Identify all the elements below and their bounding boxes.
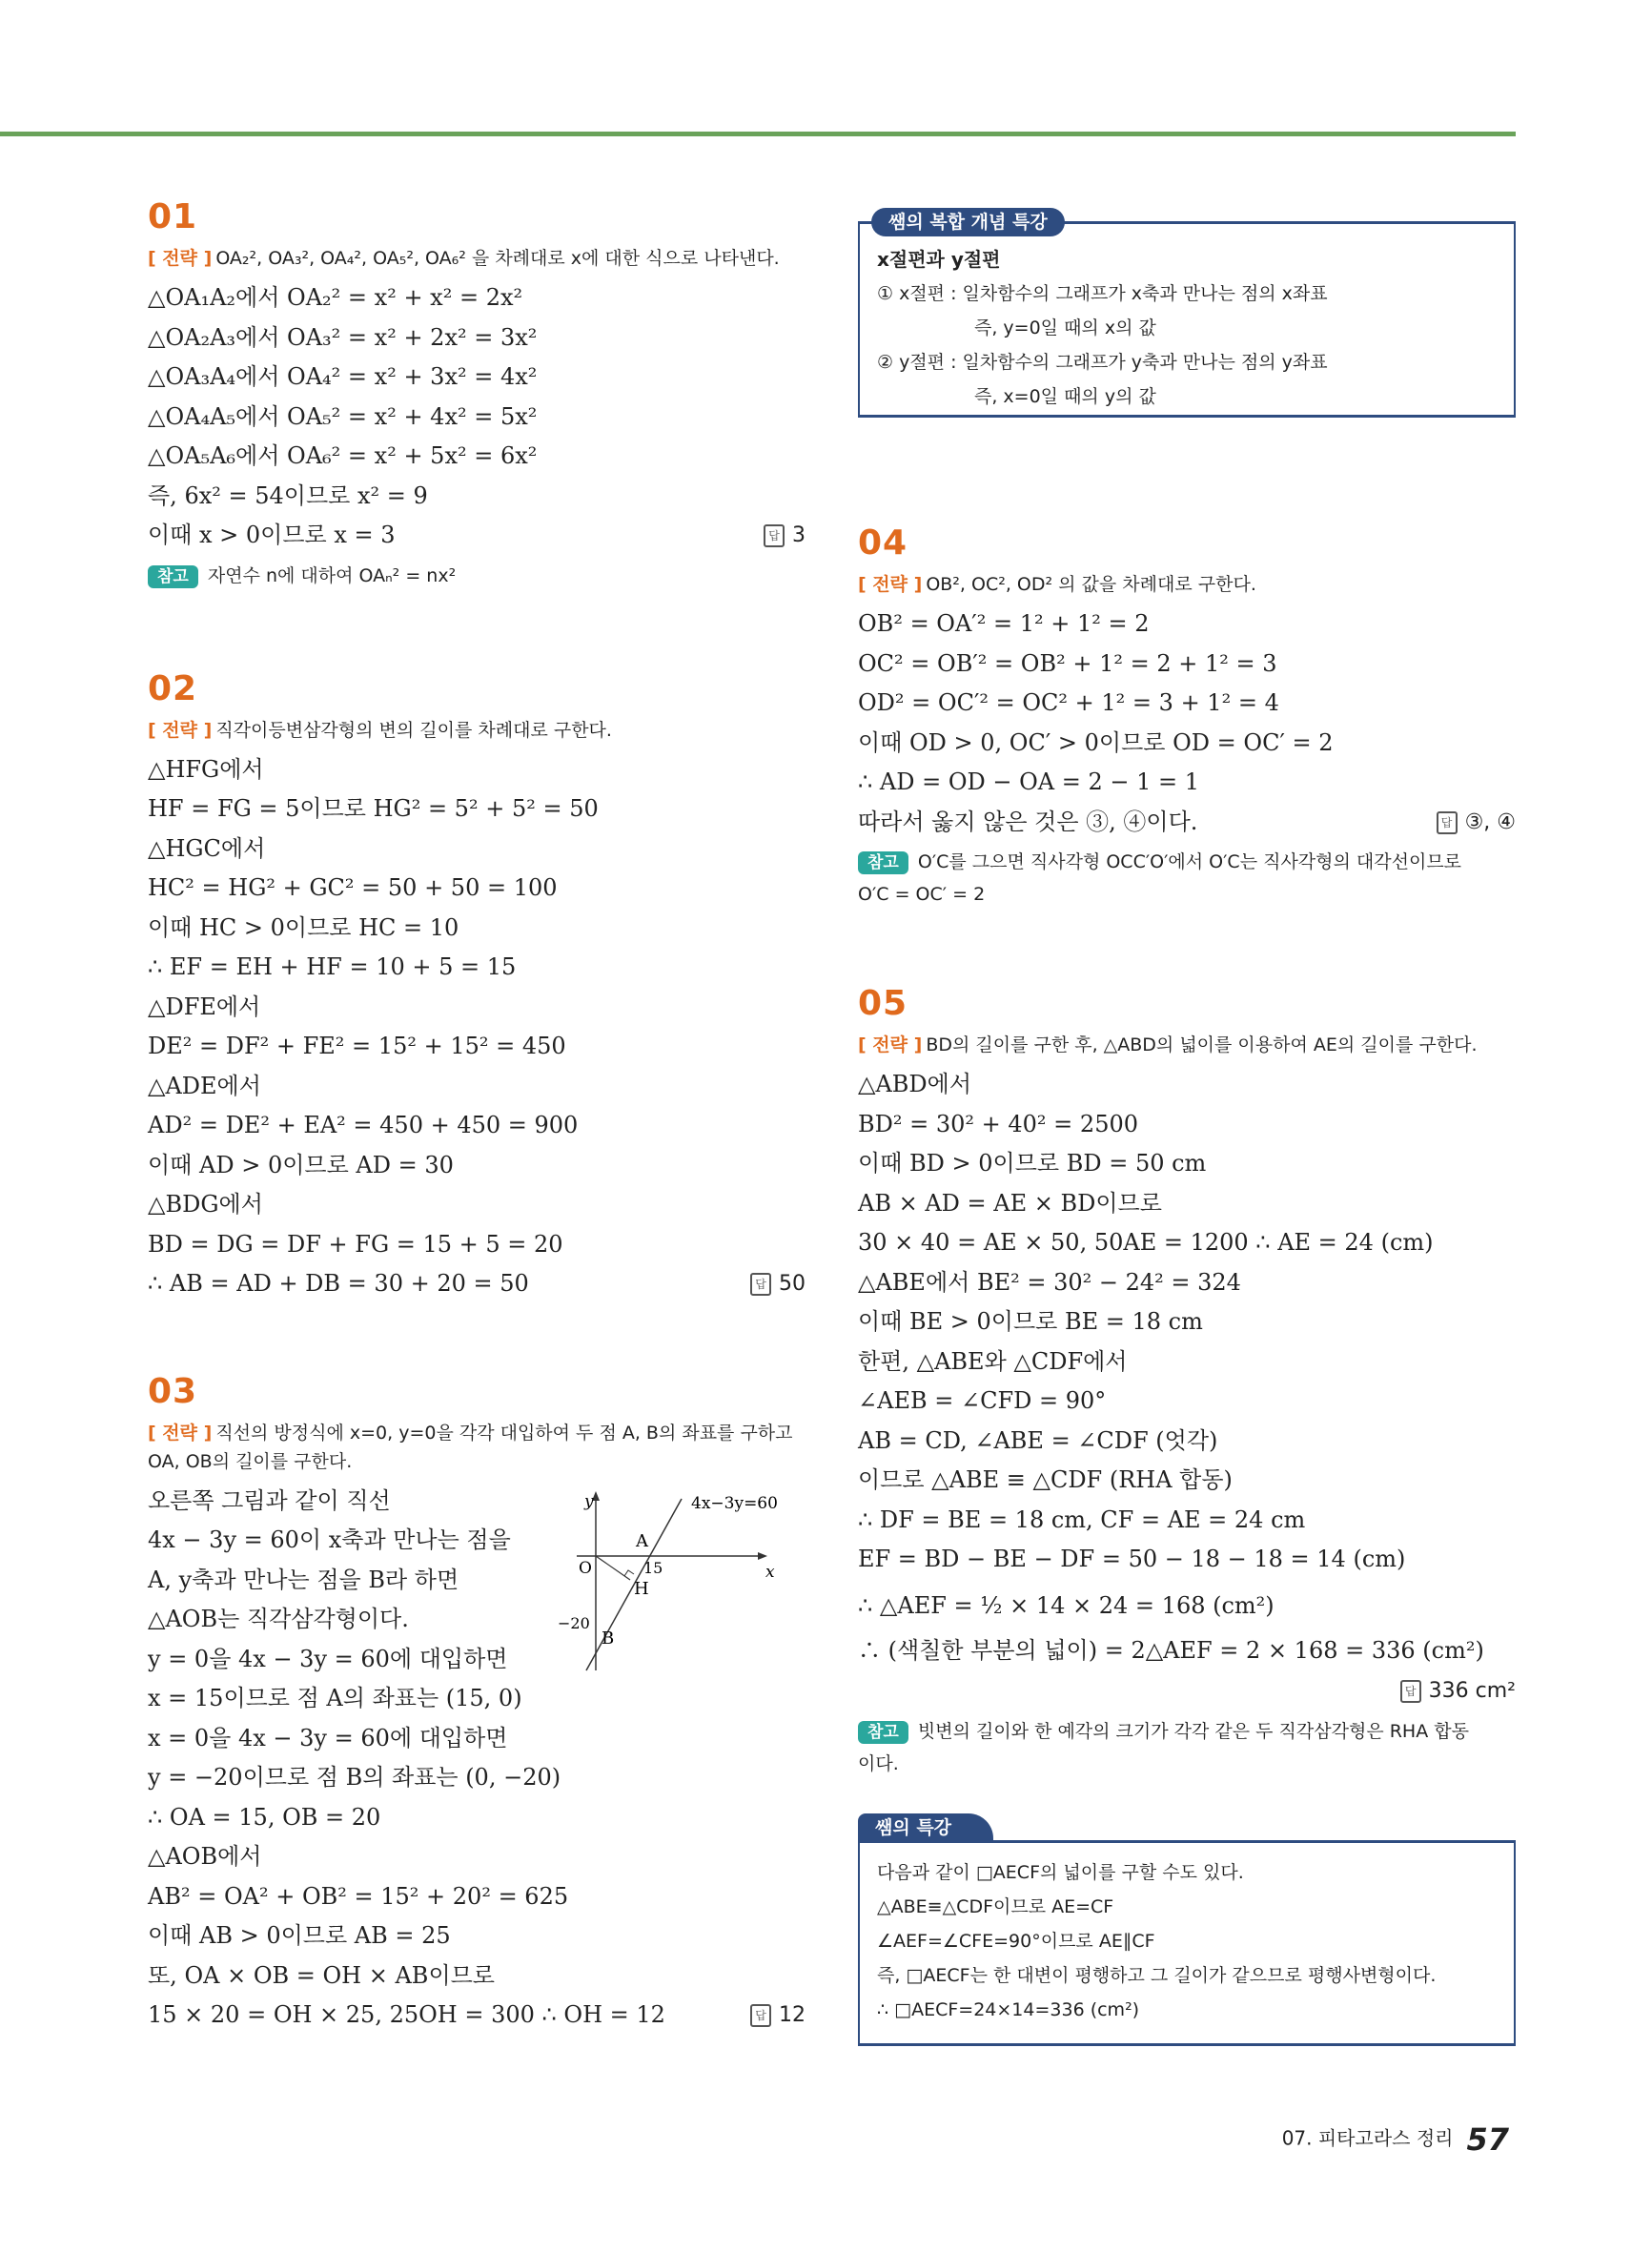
strategy: [148, 244, 806, 273]
strategy-tag: [ 전략 ]: [858, 1034, 923, 1055]
problem-02: [148, 668, 806, 1304]
strategy-text: OA₂², OA₃², OA₄², OA₅², OA₆² 을 차례대로 x에 대한 식으로 나타낸다.: [215, 248, 780, 269]
solution-line: x = 0을 4x − 3y = 60에 대입하면: [148, 1724, 508, 1751]
solution-line: 이때 HC > 0이므로 HC = 10: [148, 913, 459, 941]
solution-line: △ABD에서: [858, 1071, 972, 1097]
concept-box-header: x절편과 y절편: [877, 248, 1001, 271]
solution-line: 또, OA × OB = OH × AB이므로: [148, 1961, 495, 1989]
solution-line: ∴ AD = OD − OA = 2 − 1 = 1: [858, 768, 1200, 795]
solution-line: △OA₄A₅에서 OA₅² = x² + 4x² = 5x²: [148, 402, 538, 430]
solution-line: AB × AD = AE × BD이므로: [858, 1189, 1162, 1217]
solution-line: OD² = OC′² = OC² + 1² = 3 + 1² = 4: [858, 689, 1279, 716]
answer-icon: 답: [750, 1273, 771, 1296]
tip-line: 다음과 같이 □AECF의 넓이를 구할 수도 있다.: [877, 1862, 1244, 1883]
tip-box-title: 쌤의 특강: [858, 1813, 993, 1842]
equation-label: 4x−3y=60: [691, 1493, 778, 1513]
note-text: O′C = OC′ = 2: [858, 884, 986, 905]
solution-text: 따라서 옳지 않은 것은 ③, ④이다.: [858, 808, 1198, 835]
answer: [750, 1996, 806, 2036]
answer-value: 50: [779, 1272, 806, 1296]
solution-line: ∴ △AEF = ½ × 14 × 24 = 168 (cm²): [858, 1591, 1275, 1619]
note-chip: 참고: [858, 1721, 908, 1744]
solution-line: 이때 OD > 0, OC′ > 0이므로 OD = OC′ = 2: [858, 728, 1334, 756]
tip-box-bottom-border: [858, 2043, 1516, 2046]
answer-value: 336 cm²: [1428, 1679, 1516, 1703]
problem-03: [148, 1371, 806, 2036]
concept-box-title: 쌤의 복합 개념 특강: [871, 208, 1065, 236]
note: [858, 1715, 1516, 1780]
solution-line: △OA₂A₃에서 OA₃² = x² + 2x² = 3x²: [148, 323, 538, 351]
concept-line: 즉, y=0일 때의 x의 값: [974, 317, 1156, 338]
answer-value: ③, ④: [1464, 809, 1516, 834]
solution-line: △DFE에서: [148, 993, 261, 1020]
solution-line: ∴ (색칠한 부분의 넓이) = 2△AEF = 2 × 168 = 336 (cm²): [858, 1636, 1484, 1664]
note: [858, 846, 1516, 911]
left-column: [148, 197, 806, 2036]
answer-icon: 답: [1400, 1680, 1421, 1703]
page-number: 57: [1466, 2121, 1509, 2158]
strategy-text: OB², OC², OD² 의 값을 차례대로 구한다.: [926, 574, 1256, 595]
solution-line: BD = DG = DF + FG = 15 + 5 = 20: [148, 1230, 563, 1258]
strategy-tag: [ 전략 ]: [148, 1422, 213, 1444]
tip-line: △ABE≡△CDF이므로 AE=CF: [877, 1896, 1114, 1917]
solution-line: 이므로 △ABE ≡ △CDF (RHA 합동): [858, 1466, 1233, 1493]
strategy: [148, 716, 806, 745]
note-chip: 참고: [148, 565, 198, 588]
perpendicular-oh: [596, 1556, 630, 1580]
solution-line: A, y축과 만나는 점을 B라 하면: [148, 1566, 459, 1593]
note-text: O′C를 그으면 직사각형 OCC′O′에서 O′C는 직사각형의 대각선이므로: [917, 851, 1462, 872]
answer-icon: 답: [764, 524, 785, 547]
chapter-title: 07. 피타고라스 정리: [1281, 2126, 1454, 2150]
solution-line: △OA₁A₂에서 OA₂² = x² + x² = 2x²: [148, 284, 523, 311]
note-chip: 참고: [858, 851, 908, 874]
tip-box-content: [877, 1855, 1436, 2027]
solution-line: △ABE에서 BE² = 30² − 24² = 324: [858, 1268, 1241, 1296]
solution-line: ∠AEB = ∠CFD = 90°: [858, 1387, 1107, 1414]
y-intercept-label: −20: [558, 1613, 590, 1632]
solution-text: ∴ AB = AD + DB = 30 + 20 = 50: [148, 1270, 529, 1297]
solution-line: [148, 1264, 806, 1304]
strategy-tag: [ 전략 ]: [858, 574, 923, 595]
note-text: 자연수 n에 대하여 OAₙ² = nx²: [207, 564, 457, 586]
concept-line: 즉, x=0일 때의 y의 값: [974, 386, 1156, 407]
solution-text: 이때 x > 0이므로 x = 3: [148, 522, 396, 548]
answer-icon: 답: [750, 2004, 771, 2027]
solution-line: ∴ OA = 15, OB = 20: [148, 1803, 381, 1831]
solution-line: 한편, △ABE와 △CDF에서: [858, 1347, 1128, 1375]
solution-line: OC² = OB′² = OB² + 1² = 2 + 1² = 3: [858, 649, 1277, 677]
solution-line: △AOB는 직각삼각형이다.: [148, 1606, 409, 1632]
solution-line: [148, 1996, 806, 2036]
solution-line: HF = FG = 5이므로 HG² = 5² + 5² = 50: [148, 795, 599, 822]
answer-value: 12: [779, 2003, 806, 2027]
answer: [1437, 803, 1516, 843]
concept-box: [858, 212, 1516, 431]
problem-number: 01: [148, 197, 198, 236]
solution-line: △AOB에서: [148, 1843, 262, 1870]
right-column: [858, 523, 1516, 1780]
answer-line: [858, 1670, 1516, 1711]
solution-line: 이때 BE > 0이므로 BE = 18 cm: [858, 1308, 1203, 1335]
solution-line: 즉, 6x² = 54이므로 x² = 9: [148, 481, 428, 509]
solution-line: ∴ DF = BE = 18 cm, CF = AE = 24 cm: [858, 1505, 1306, 1533]
point-a-label: A: [636, 1530, 648, 1551]
concept-line: ① x절편 : 일차함수의 그래프가 x축과 만나는 점의 x좌표: [877, 283, 1328, 304]
answer-value: 3: [792, 523, 806, 547]
solution-line: △OA₅A₆에서 OA₆² = x² + 5x² = 6x²: [148, 442, 538, 469]
note-text: 이다.: [858, 1752, 899, 1774]
point-h-label: H: [634, 1578, 649, 1599]
strategy: [858, 570, 1516, 599]
concept-box-content: [877, 242, 1328, 414]
solution-line: △HGC에서: [148, 834, 266, 862]
right-angle-mark: [624, 1570, 634, 1576]
solution-line: DE² = DF² + FE² = 15² + 15² = 450: [148, 1033, 566, 1059]
top-rule: [0, 132, 1516, 136]
origin-label: O: [579, 1558, 592, 1578]
solution-line: [858, 803, 1516, 843]
concept-line: ② y절편 : 일차함수의 그래프가 y축과 만나는 점의 y좌표: [877, 352, 1328, 373]
x-intercept-label: 15: [643, 1558, 663, 1577]
solution-line: OB² = OA′² = 1² + 1² = 2: [858, 610, 1150, 637]
line-graph-diagram: [558, 1489, 806, 1680]
answer: [750, 1264, 806, 1304]
concept-box-bottom-border: [858, 415, 1516, 418]
problem-04: [858, 523, 1516, 911]
solution-line: ∴ EF = EH + HF = 10 + 5 = 15: [148, 953, 517, 980]
solution-line: 이때 AD > 0이므로 AD = 30: [148, 1151, 454, 1178]
solution-line: △BDG에서: [148, 1191, 263, 1218]
solution-line: 오른쪽 그림과 같이 직선: [148, 1486, 391, 1514]
solution-line: △ADE에서: [148, 1072, 261, 1099]
tip-line: 즉, □AECF는 한 대변이 평행하고 그 길이가 같으므로 평행사변형이다.: [877, 1965, 1437, 1986]
strategy: [858, 1031, 1516, 1059]
problem-number: 05: [858, 984, 908, 1023]
problem-05: [858, 984, 1516, 1780]
solution-line: 4x − 3y = 60이 x축과 만나는 점을: [148, 1526, 511, 1553]
strategy-text: BD의 길이를 구한 후, △ABD의 넓이를 이용하여 AE의 길이를 구한다.: [926, 1034, 1478, 1055]
solution-line: y = 0을 4x − 3y = 60에 대입하면: [148, 1645, 508, 1672]
note: [148, 560, 806, 592]
strategy-tag: [ 전략 ]: [148, 719, 213, 741]
solution-line: y = −20이므로 점 B의 좌표는 (0, −20): [148, 1764, 561, 1791]
solution-line: 30 × 40 = AE × 50, 50AE = 1200 ∴ AE = 24 (cm): [858, 1229, 1434, 1256]
solution-line: △HFG에서: [148, 755, 264, 783]
strategy: [148, 1419, 806, 1476]
y-axis-label: y: [584, 1491, 594, 1511]
problem-number: 02: [148, 668, 198, 708]
strategy-text: 직각이등변삼각형의 변의 길이를 차례대로 구한다.: [215, 719, 612, 741]
solution-line: AB = CD, ∠ABE = ∠CDF (엇각): [858, 1426, 1218, 1454]
tip-box: [858, 1812, 1516, 2059]
solution-line: [148, 516, 806, 556]
solution-line: x = 15이므로 점 A의 좌표는 (15, 0): [148, 1685, 522, 1711]
strategy-tag: [ 전략 ]: [148, 248, 213, 269]
solution-line: BD² = 30² + 40² = 2500: [858, 1110, 1138, 1137]
answer-icon: 답: [1437, 811, 1458, 834]
strategy-text: 직선의 방정식에 x=0, y=0을 각각 대입하여 두 점 A, B의 좌표를 구하고 OA, OB의 길이를 구한다.: [148, 1422, 793, 1472]
solution-line: △OA₃A₄에서 OA₄² = x² + 3x² = 4x²: [148, 363, 538, 390]
x-axis-arrow: [758, 1552, 767, 1560]
problem-01: [148, 197, 806, 592]
answer: [764, 516, 806, 556]
page-footer: [1282, 2121, 1509, 2158]
solution-line: 이때 BD > 0이므로 BD = 50 cm: [858, 1150, 1207, 1177]
tip-line: ∠AEF=∠CFE=90°이므로 AE∥CF: [877, 1931, 1155, 1952]
answer: [1400, 1679, 1516, 1703]
tip-line: ∴ □AECF=24×14=336 (cm²): [877, 1999, 1140, 2020]
solution-line: HC² = HG² + GC² = 50 + 50 = 100: [148, 874, 558, 901]
solution-line: AD² = DE² + EA² = 450 + 450 = 900: [148, 1112, 579, 1138]
point-b-label: B: [602, 1628, 615, 1649]
solution-line: EF = BD − BE − DF = 50 − 18 − 18 = 14 (cm): [858, 1546, 1406, 1572]
solution-text: 15 × 20 = OH × 25, 25OH = 300 ∴ OH = 12: [148, 2001, 665, 2028]
note-text: 빗변의 길이와 한 예각의 크기가 각각 같은 두 직각삼각형은 RHA 합동: [917, 1720, 1469, 1742]
problem-number: 04: [858, 523, 908, 563]
x-axis-label: x: [765, 1562, 775, 1582]
solution-line: 이때 AB > 0이므로 AB = 25: [148, 1922, 451, 1949]
problem-number: 03: [148, 1371, 198, 1411]
solution-line: AB² = OA² + OB² = 15² + 20² = 625: [148, 1882, 569, 1910]
